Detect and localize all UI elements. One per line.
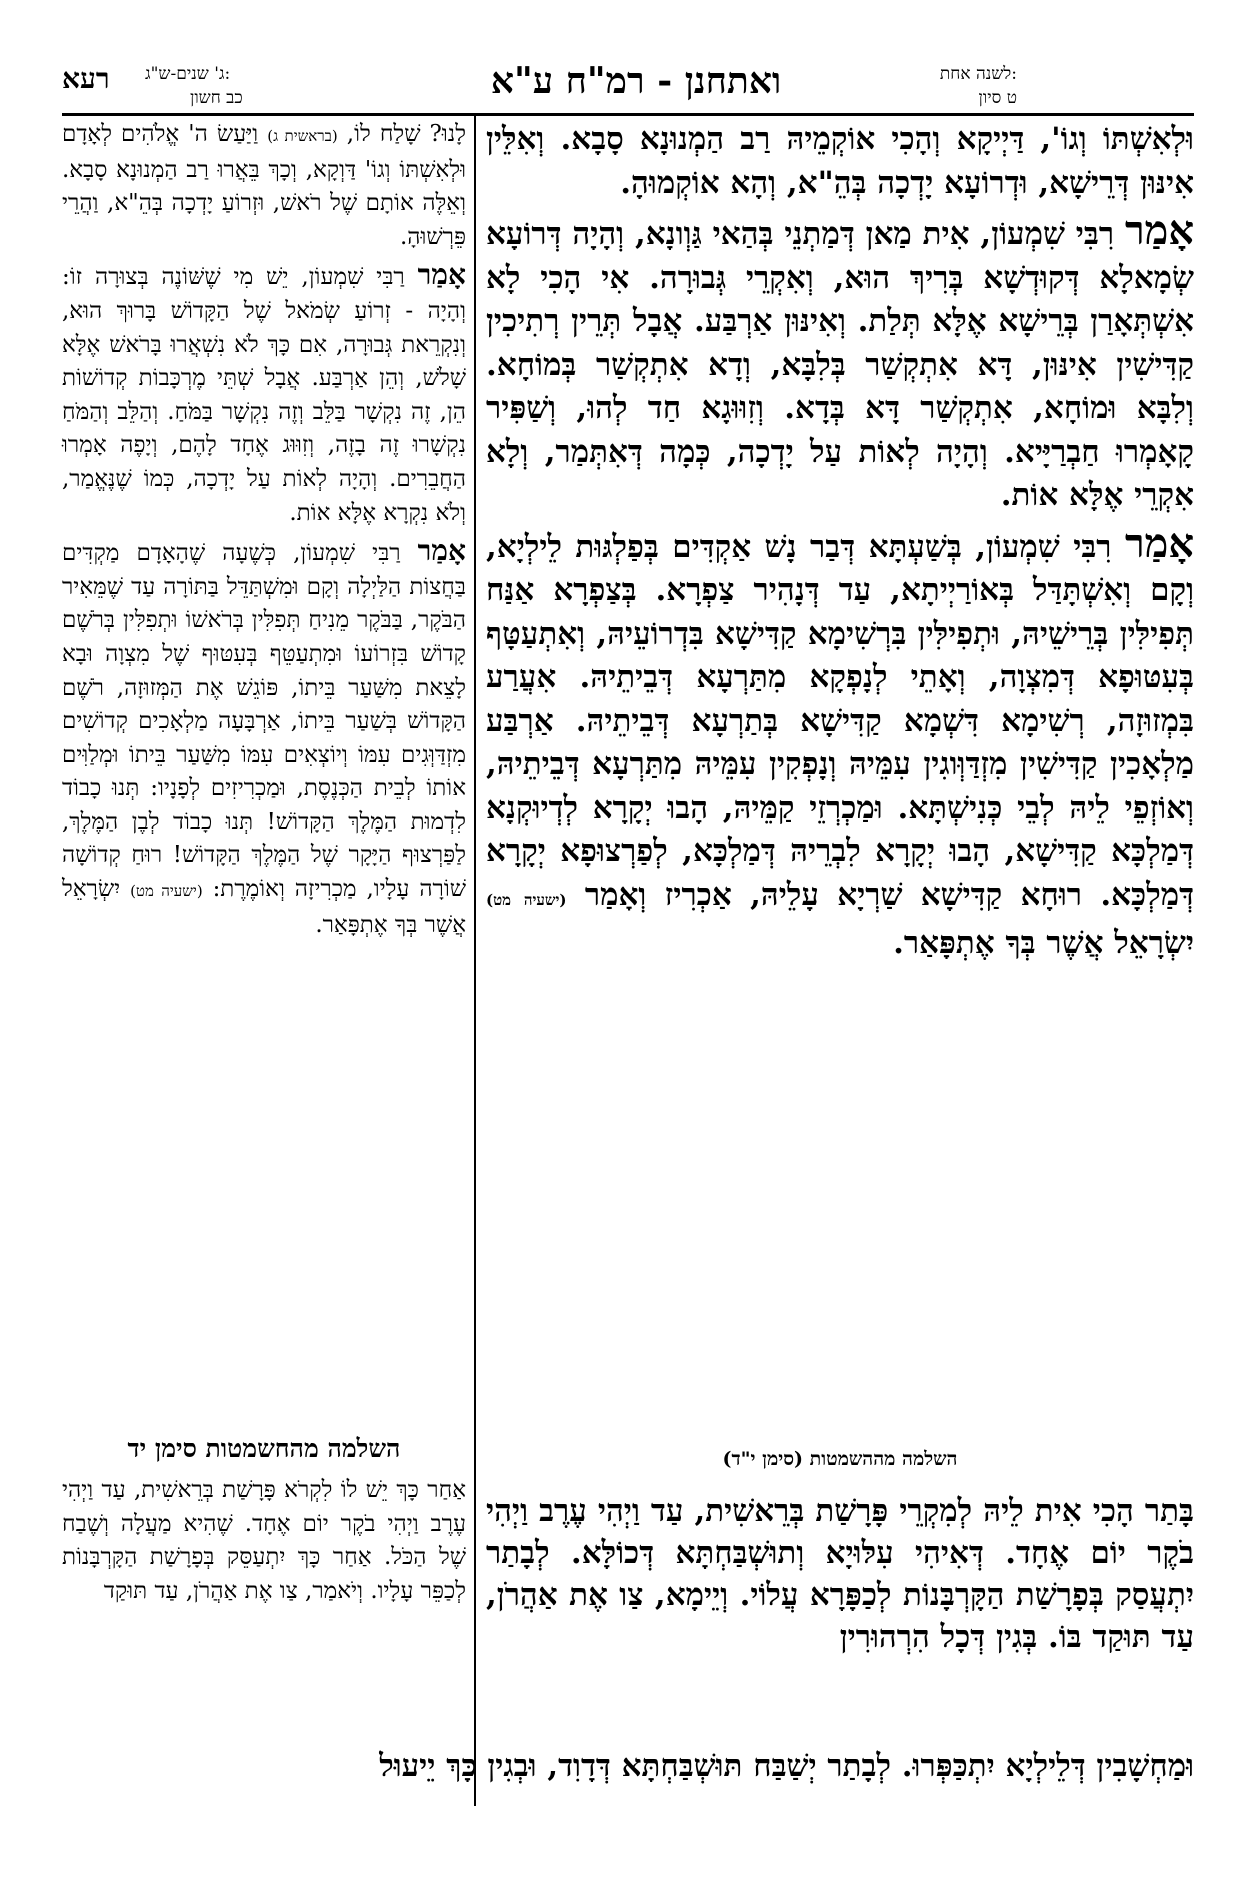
header-date-three-years: כב חשון — [190, 88, 243, 108]
side-paragraph-1 — [62, 118, 466, 254]
main-paragraph-1 — [486, 118, 1194, 205]
side-paragraph-1-rest: וַיַּעַשׂ ה' אֱלֹהִים לְאָדָם וּלְאִשְׁתּוֹ וְגוֹ' דַּוְקָא, וְכָךְ בֵּאֲרוּ רַב הַמְנוּנָא סָבָא. וְאֵלֶּה אוֹתָם שֶׁל רֹאשׁ, וּזְרוֹעַ יָדְכָה בְּהֵ"א, וַהֲרֵי פֵּרְשׁוּהָ. — [62, 121, 466, 250]
main-paragraph-2-text: רִבִּי שִׁמְעוֹן, אִית מַאן דְּמַתְנֵי בְּהַאי גַּוְונָא, וְהָיָה דְּרוֹעָא שְׂמָאלָא דְּקוּדְשָׁא בְּרִיךְ הוּא, וְאִקְרֵי גְּבוּרָה. אִי הָכִי לָא אִשְׁתְּאָרַן בְּרֵישָׁא אֶלָּא תְּלַת. וְאִינּוּן אַרְבַּע. אֲבָל תְּרֵין רְתִיכִין קַדִּישִׁין אִינּוּן, דָּא אִתְקְשַׁר בְּלִבָּא, וְדָא אִתְקְשַׁר בְּמוֹחָא. וְלִבָּא וּמוֹחָא, אִתְקְשַׁר דָּא בְּדָא. וְזִוּוּגָא חַד לְהוּ, וְשַׁפִּיר קָאָמְרוּ חַבְרַיָּיא. וְהָיָה לְאוֹת עַל יָדְכָה, כְּמָה דְּאִתְּמַר, וְלָא אִקְרֵי אֶלָּא אוֹת. — [486, 216, 1194, 513]
side-paragraph-1-text: לָנוּ? שָׁלַח לוֹ, — [346, 121, 467, 147]
side-paragraph-3 — [62, 534, 466, 942]
side-paragraph-3-first-word: אָמַר — [417, 534, 466, 568]
side-paragraph-4-text: כָּךְ יֵשׁ לוֹ לִקְרֹא פָּרָשַׁת בְּרֵאשִׁית, עַד וַיְהִי עֶרֶב וַיְהִי בֹקֶר יוֹם אֶחָד. שֶׁהִיא מַעֲלָה וְשֶׁבַח שֶׁל הַכֹּל. אַחַר כָּךְ יִתְעַסֵּק בְּפָרָשַׁת הַקָּרְבָּנוֹת לְכַפֵּר עָלָיו. וְיֹאמַר, צַו אֶת אַהֲרֹן, עַד תּוּקַד — [62, 1477, 466, 1604]
page-title: ואתחנן - רמ"ח ע"א — [490, 60, 782, 102]
main-section-heading: השלמה מההשמטות (סימן י"ד) — [722, 1448, 958, 1470]
side-column-supplement — [62, 1474, 466, 1608]
main-paragraph-1-text: וּלְאִשְׁתּוֹ וְגוֹ', דַּיְיקָא וְהָכִי אוֹקְמֵיהּ רַב הַמְנוּנָא סָבָא. וְאִלֵּין אִינּוּן דְּרֵישָׁא, וּדְרוֹעָא יָדְכָה בְּהֵ"א, וְהָא אוֹקְמוּהָ. — [486, 121, 1194, 201]
main-paragraph-3-first-word: אָמַר — [1124, 519, 1194, 567]
page-number: רעא — [62, 62, 110, 95]
main-paragraph-3-text: רִבִּי שִׁמְעוֹן, בְּשַׁעְתָּא דְּבַר נָשׁ אַקְדִּים בְּפַלְגּוּת לֵילְיָא, וְקָם וְאִשְׁתָּדַּל בְּאוֹרַיְיתָא, עַד דְּנָהִיר צַפְרָא. בְּצַפְרָא אַנַּח תְּפִילִּין בְּרֵישֵׁיהּ, וּתְפִילִּין בִּרְשִׁימָא קַדִּישָׁא בִּדְרוֹעֵיהּ, וְאִתְעַטָּף בְּעִטּוּפָא דְּמִצְוָה, וְאָתֵי לְנָפְקָא מִתַּרְעָא דְּבֵיתֵיהּ. אִעֲרַע בִּמְזוּזָה, רְשִׁימָא דִּשְׁמָא קַדִּישָׁא בְּתַרְעָא דְּבֵיתֵיהּ. אַרְבַּע מַלְאָכִין קַדִּישִׁין מִזְדַּוְּוגִין עִמֵּיהּ וְנָפְקִין עִמֵּיהּ מִתַּרְעָא דְּבֵיתֵיהּ, וְאוֹזְפֵי לֵיהּ לְבֵי כְּנִישְׁתָּא. וּמַכְרְזֵי קַמֵּיהּ, הָבוּ יְקָרָא לְדְיוּקְנָא דְּמַלְכָּא קַדִּישָׁא, הָבוּ יְקָרָא לִבְרֵיהּ דְּמַלְכָּא, לְפַרְצוּפָא יְקָרָא דְּמַלְכָּא. רוּחָא קַדִּישָׁא שַׁרְיָא עָלֵיהּ, אַכְרִיז וְאָמַר — [486, 528, 1194, 913]
main-paragraph-3-end: יִשְׂרָאֵל אֲשֶׁר בְּךָ אֶתְפָּאַר. — [893, 925, 1194, 961]
side-paragraph-2-first-word: אָמַר — [417, 258, 466, 292]
main-citation: (ישעיה מט) — [486, 890, 567, 909]
main-column-supplement — [486, 1490, 1194, 1658]
header-rule — [62, 113, 1194, 116]
side-paragraph-2 — [62, 258, 466, 530]
header-study-schedule-one-year: לשנה אחת: — [939, 64, 1017, 84]
side-paragraph-4-first-word: אַחַר — [427, 1477, 466, 1503]
main-paragraph-4: בָּתַר הָכִי אִית לֵיהּ לְמִקְרֵי פָּרָשַׁת בְּרֵאשִׁית, עַד וַיְהִי עֶרֶב וַיְהִי בֹקֶר יוֹם אֶחָד. דְּאִיהִי עִלּוּיָא וְתוּשְׁבַּחְתָּא דְּכוֹלָּא. לְבָתַר יִתְעֲסַק בְּפָרָשַׁת הַקָּרְבָּנוֹת לְכַפָּרָא עֲלוֹי. וְיֵימָא, צַו אֶת אַהֲרֹן, עַד תּוּקַד בּוֹ. בְּגִין דְּכָל הִרְהוּרִין — [486, 1493, 1194, 1655]
side-column-hebrew — [62, 118, 466, 946]
main-paragraph-2 — [486, 209, 1194, 518]
side-section-heading: השלמה מהחשמטות סימן יד — [127, 1434, 401, 1463]
main-paragraph-3 — [486, 519, 1194, 966]
side-paragraph-4 — [62, 1474, 466, 1608]
main-column-aramaic — [486, 118, 1194, 970]
header-date-one-year: ט סיון — [978, 88, 1017, 108]
side-paragraph-3-text: רַבִּי שִׁמְעוֹן, כְּשֶׁעָה שֶׁהָאָדָם מַקְדִּים בַּחֲצוֹת הַלַּיְלָה וְקָם וּמִשְׁתַּדֵּל בַּתּוֹרָה עַד שֶׁמֵּאִיר הַבֹּקֶר, בַּבֹּקֶר מֵנִיחַ תְּפִלִּין בְּרֹאשׁוֹ וּתְפִלִּין בְּרֹשֶׁם קָדוֹשׁ בִּזְרוֹעוֹ וּמִתְעַטֵּף בְּעִטּוּף שֶׁל מִצְוָה וּבָא לָצֵאת מִשַּׁעַר בֵּיתוֹ, פּוֹגֵשׁ אֶת הַמְּזוּזָה, רֹשֶׁם הַקָּדוֹשׁ בְּשַׁעַר בֵּיתוֹ, אַרְבָּעָה מַלְאָכִים קְדוֹשִׁים מִזְדַּוְּגִים עִמּוֹ וְיוֹצְאִים עִמּוֹ מִשַּׁעַר בֵּיתוֹ וּמְלַוִּים אוֹתוֹ לְבֵית הַכְּנֶסֶת, וּמַכְרִיזִים לְפָנָיו: תְּנוּ כָבוֹד לִדְמוּת הַמֶּלֶךְ הַקָּדוֹשׁ! תְּנוּ כָבוֹד לְבֶן הַמֶּלֶךְ, לַפַּרְצוּף הַיָּקָר שֶׁל הַמֶּלֶךְ הַקָּדוֹשׁ! רוּחַ קְדוֹשָׁה שׁוֹרָה עָלָיו, מַכְרִיזָה וְאוֹמֶרֶת: — [62, 540, 467, 903]
header-study-schedule-three-years: ג' שנים-ש"ג: — [145, 64, 231, 84]
side-paragraph-2-text: רַבִּי שִׁמְעוֹן, יֵשׁ מִי שֶׁשּׁוֹנֶה בְּצוּרָה זוֹ: וְהָיָה - זְרוֹעַ שְׂמֹאל שֶׁל הַקָּדוֹשׁ בָּרוּךְ הוּא, וְנִקְרֵאת גְּבוּרָה, אִם כָּךְ לֹא נִשְׁאֲרוּ בָּרֹאשׁ אֶלָּא שָׁלֹשׁ, וְהֵן אַרְבַּע. אֲבָל שְׁתֵּי מֶרְכָּבוֹת קְדוֹשׁוֹת הֵן, זֶה נִקְשָׁר בַּלֵּב וְזֶה נִקְשָׁר בַּמֹּחַ. וְהַלֵּב וְהַמֹּחַ נִקְשָׁרוּ זֶה בָזֶה, וְזִוּוּג אֶחָד לָהֶם, וְיָפֶה אָמְרוּ הַחֲבֵרִים. וְהָיָה לְאוֹת עַל יָדְכָה, כְּמוֹ שֶׁנֶּאֱמַר, וְלֹא נִקְרָא אֶלָּא אוֹת. — [62, 264, 466, 526]
side-citation-1: (בראשית ג) — [267, 127, 338, 145]
bottom-continuation-line: וּמַחְשָׁבִין דְּלֵילְיָא יִתְכַּפְּרוּ. לְבָתַר יְשַׁבַּח תּוּשְׁבַּחְתָּא דְּדָוִד, וּבְגִין כָּךְ יֵיעוּל — [379, 1748, 1194, 1784]
column-divider — [474, 116, 476, 1806]
side-citation-2: (ישעיה מט) — [130, 882, 203, 901]
side-paragraph-3-end: יִשְׂרָאֵל אֲשֶׁר בְּךָ אֶתְפָּאַר. — [62, 876, 466, 938]
main-paragraph-2-first-word: אָמַר — [1124, 207, 1194, 254]
